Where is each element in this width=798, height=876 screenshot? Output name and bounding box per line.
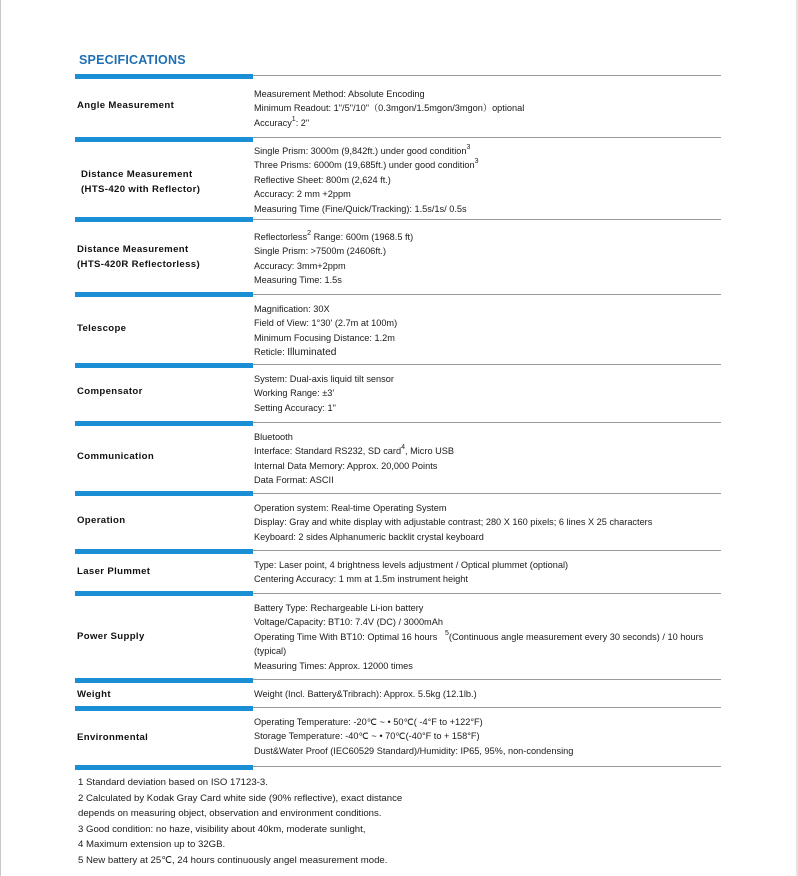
footnote: 5 New battery at 25℃, 24 hours continuously angel measurement mode. <box>78 854 388 866</box>
footnote: 3 Good condition: no haze, visibility about 40km, moderate sunlight, <box>78 823 366 835</box>
page-title: SPECIFICATIONS <box>79 53 186 67</box>
row-content <box>254 302 724 361</box>
spec-row-reflectorless <box>75 222 723 292</box>
row-label: Distance Measurement (HTS-420 with Reflector) <box>81 169 201 195</box>
row-label: Compensator <box>77 385 143 397</box>
spec-line: Operation system: Real-time Operating System <box>254 503 447 513</box>
spec-line: Minimum Readout: 1"/5"/10"（0.3mgon/1.5mgon/3mgon）optional <box>254 103 525 114</box>
footnote-marker: 3 <box>466 144 471 151</box>
row-content <box>254 558 724 587</box>
spec-line: Internal Data Memory: Approx. 20,000 Points <box>254 460 438 471</box>
spec-line: Keyboard: 2 sides Alphanumeric backlit crystal keyboard <box>254 531 484 542</box>
spec-line: Weight (Incl. Battery&Tribrach): Approx. 5.5kg (12.1lb.) <box>254 689 477 699</box>
spec-line: System: Dual-axis liquid tilt sensor <box>254 374 394 384</box>
footnote: 1 Standard deviation based on ISO 17123-3. <box>78 777 268 788</box>
spec-line: Measuring Time (Fine/Quick/Tracking): 1.5s/1s/ 0.5s <box>254 203 467 214</box>
spec-line: Field of View: 1°30' (2.7m at 100m) <box>254 318 398 329</box>
page-left-border <box>0 0 1 876</box>
row-label: Telescope <box>77 322 127 334</box>
spec-line: Accuracy: 3mm+2ppm <box>254 260 346 271</box>
spec-line: Reflectorless$^2$ Range: 600m (1968.5 ft) <box>254 230 414 242</box>
spec-line: Battery Type: Rechargeable Li-ion battery <box>254 603 424 613</box>
spec-line: Measurement Method: Absolute Encoding <box>254 89 425 99</box>
spec-line: Operating Time With BT10: Optimal 16 hours $^5$(Continuous angle measurement every 30 seconds) / 10 hours (typical) <box>254 629 704 657</box>
spec-line: Operating Temperature: -20℃ ~ • 50℃( -4°F to +122°F) <box>254 717 483 727</box>
spec-line: Centering Accuracy: 1 mm at 1.5m instrument height <box>254 574 468 585</box>
spec-line: Type: Laser point, 4 brightness levels adjustment / Optical plummet (optional) <box>254 560 569 570</box>
section-divider-line <box>253 707 721 708</box>
spec-row-power-supply <box>75 596 723 678</box>
spec-line: Data Format: ASCII <box>254 475 334 486</box>
footnote-marker: 4 <box>401 444 405 452</box>
row-content <box>254 501 724 544</box>
spec-line: Single Prism: >7500m (24606ft.) <box>254 246 387 257</box>
spec-line: Minimum Focusing Distance: 1.2m <box>254 332 395 343</box>
spec-row-distance <box>75 142 723 217</box>
row-label: Distance Measurement (HTS-420R Reflectorless) <box>77 244 201 270</box>
row-label: Environmental <box>77 731 149 743</box>
spec-row-angle <box>75 80 723 137</box>
spec-row-weight <box>75 682 723 706</box>
spec-line: Three Prisms: 6000m (19,685ft.) under good condition$^3$ <box>254 158 479 171</box>
section-divider-line <box>253 137 721 138</box>
footnote-marker: 1 <box>291 115 296 123</box>
spec-row-laser-plummet <box>75 553 723 591</box>
row-label: Operation <box>77 515 126 526</box>
spec-line: Voltage/Capacity: BT10: 7.4V (DC) / 3000mAh <box>254 617 443 628</box>
footnote: 2 Calculated by Kodak Gray Card white side (90% reflective), exact distance <box>78 792 403 804</box>
row-content <box>254 601 724 673</box>
row-content <box>254 715 724 758</box>
row-content <box>254 687 724 701</box>
spec-line: Measuring Times: Approx. 12000 times <box>254 660 413 671</box>
section-divider-line <box>253 75 721 76</box>
footnotes <box>78 775 402 869</box>
row-label: Power Supply <box>77 630 145 642</box>
row-label: Communication <box>77 450 155 462</box>
spec-line: Display: Gray and white display with adjustable contrast; 280 X 160 pixels; 6 lines X 25 characters <box>254 517 653 528</box>
spec-line: Interface: Standard RS232, SD card$^4$, Micro USB <box>254 444 455 457</box>
spec-line: Magnification: 30X <box>254 304 330 314</box>
section-divider-bar <box>75 74 253 79</box>
section-divider-line <box>253 294 721 295</box>
spec-row-communication <box>75 425 723 491</box>
spec-line: Single Prism: 3000m (9,842ft.) under good condition$^3$ <box>254 144 471 156</box>
spec-line: Reticle: Illuminated <box>254 347 337 359</box>
section-divider-line <box>253 550 721 551</box>
section-divider-line <box>253 364 721 365</box>
spec-line: Setting Accuracy: 1" <box>254 402 336 413</box>
section-divider-line <box>253 493 721 494</box>
section-divider-line <box>253 422 721 423</box>
spec-row-telescope <box>75 297 723 363</box>
spec-line: Reflective Sheet: 800m (2,624 ft.) <box>254 174 391 185</box>
footnote-marker: 3 <box>474 158 479 166</box>
spec-row-operation <box>75 496 723 549</box>
section-divider-line <box>253 219 721 220</box>
section-divider-line <box>253 593 721 594</box>
spec-line: Dust&Water Proof (IEC60529 Standard)/Humidity: IP65, 95%, non-condensing <box>254 745 574 756</box>
footnote-marker: 5 <box>445 629 449 637</box>
row-content <box>254 430 724 488</box>
row-label: Angle Measurement <box>77 100 175 111</box>
footnote: depends on measuring object, observation and environment conditions. <box>78 808 382 820</box>
footnote: 4 Maximum extension up to 32GB. <box>78 839 226 851</box>
spec-row-environmental <box>75 710 723 765</box>
row-content <box>254 230 724 288</box>
row-content <box>254 87 724 130</box>
section-divider-bar <box>75 765 253 770</box>
section-divider-line <box>253 766 721 767</box>
spec-line: Bluetooth <box>254 432 293 442</box>
footnote-marker: 2 <box>307 230 312 237</box>
section-divider-line <box>253 679 721 680</box>
spec-row-compensator <box>75 367 723 421</box>
spec-line: Accuracy: 2 mm +2ppm <box>254 189 351 200</box>
row-label: Laser Plummet <box>77 566 151 577</box>
row-content <box>254 144 724 216</box>
row-content <box>254 372 724 415</box>
spec-line: Storage Temperature: -40℃ ~ • 70℃(-40°F to + 158°F) <box>254 731 480 742</box>
row-label: Weight <box>77 688 111 700</box>
spec-line: Measuring Time: 1.5s <box>254 275 342 286</box>
spec-line: Working Range: ±3' <box>254 388 335 399</box>
spec-line: Accuracy$^1$: 2" <box>254 115 310 128</box>
